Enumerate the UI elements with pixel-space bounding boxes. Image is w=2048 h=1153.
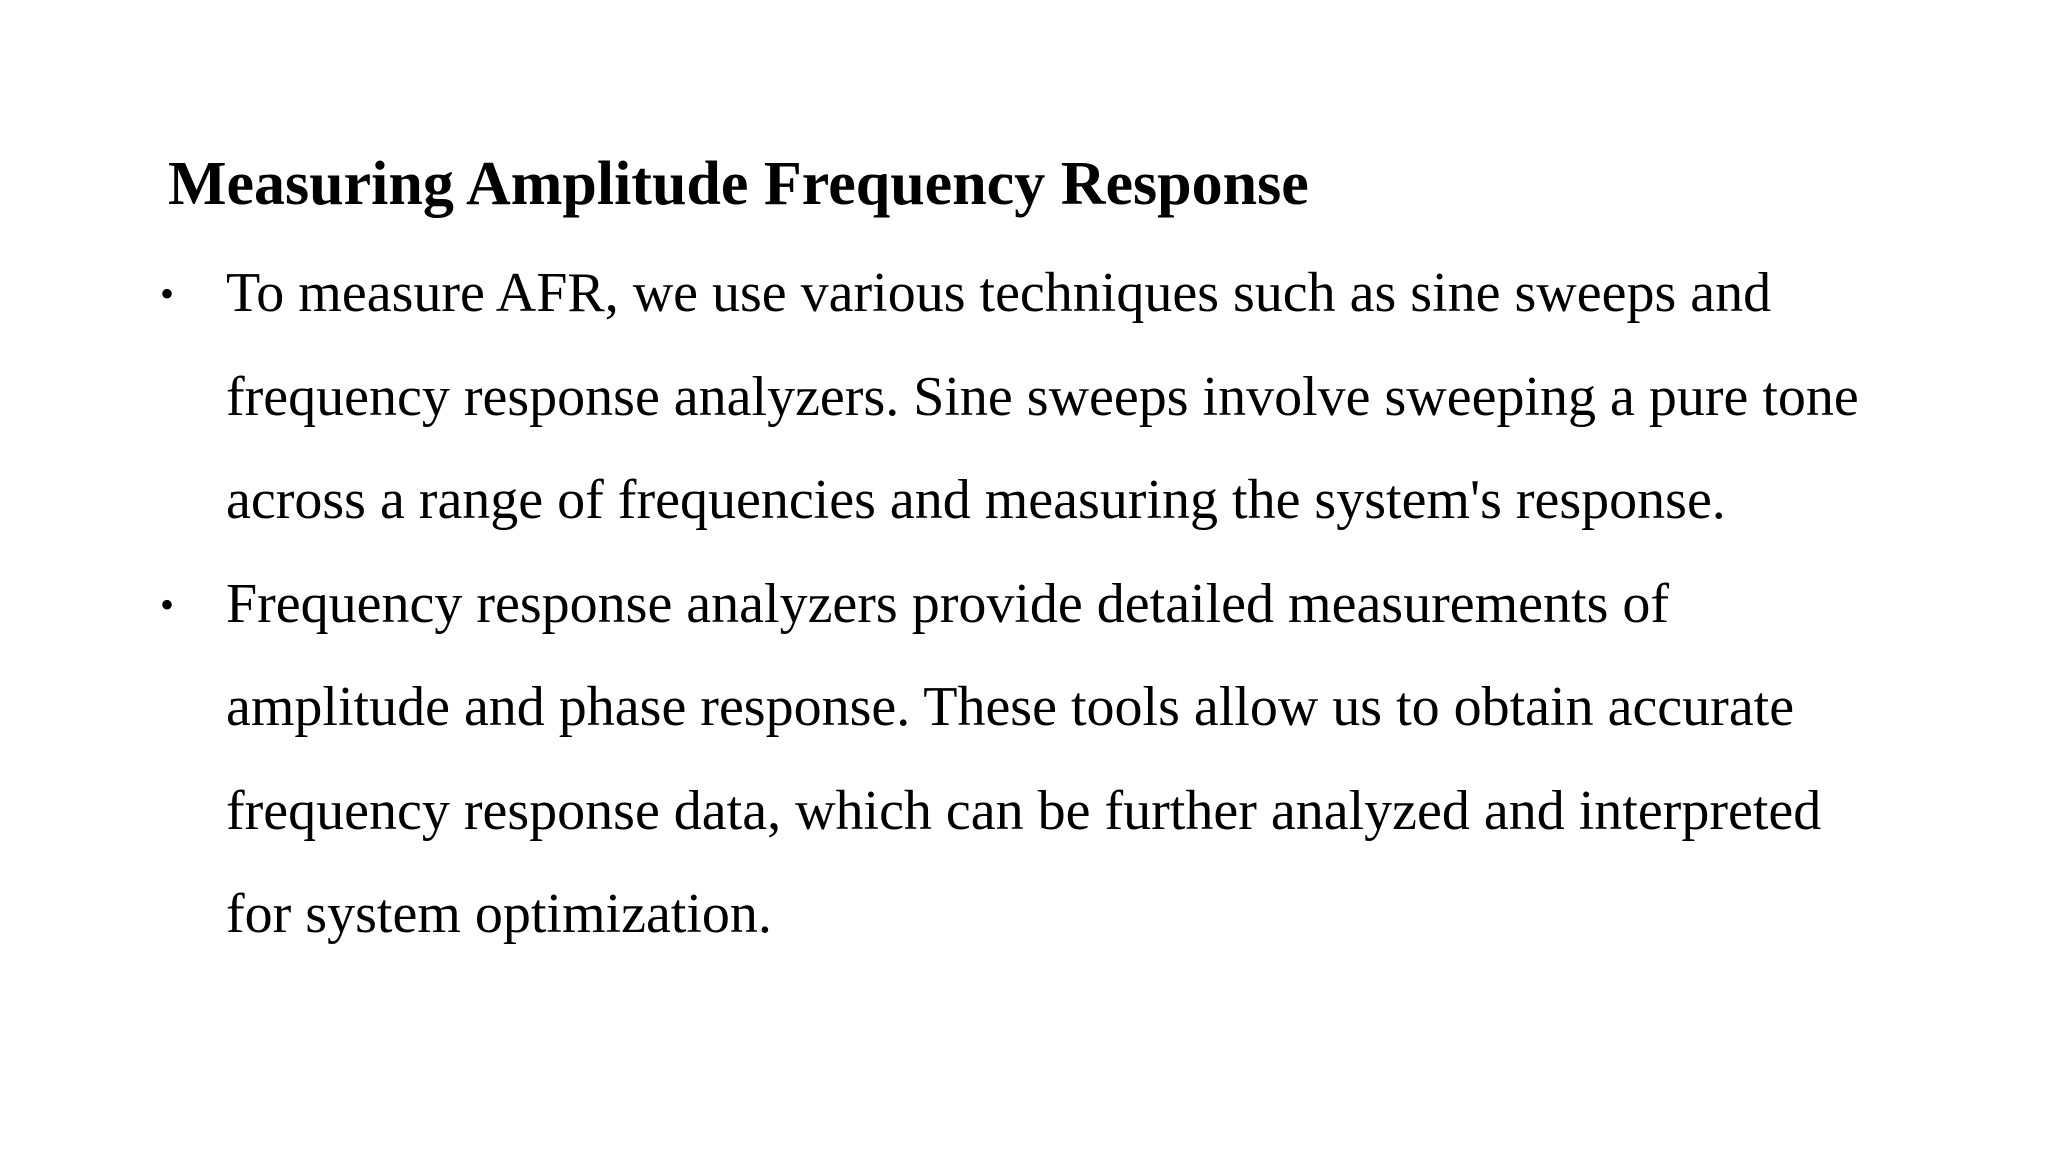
bullet-list bbox=[160, 242, 1880, 967]
bullet-item bbox=[160, 242, 1880, 553]
bullet-marker: • bbox=[160, 581, 175, 627]
bullet-item bbox=[160, 553, 1880, 967]
bullet-text: Frequency response analyzers provide detailed measurements of amplitude and phase response. These tools allow us to obtain accurate frequency response data, which can be further analyzed and interpreted for system optimization. bbox=[226, 572, 1822, 945]
slide-title: Measuring Amplitude Frequency Response bbox=[168, 150, 1309, 218]
bullet-marker: • bbox=[160, 271, 175, 316]
bullet-text: To measure AFR, we use various techniques such as sine sweeps and frequency response analyzers. Sine sweeps involve sweeping a pure tone across a range of frequencies and measuring the system's response. bbox=[226, 262, 1859, 531]
